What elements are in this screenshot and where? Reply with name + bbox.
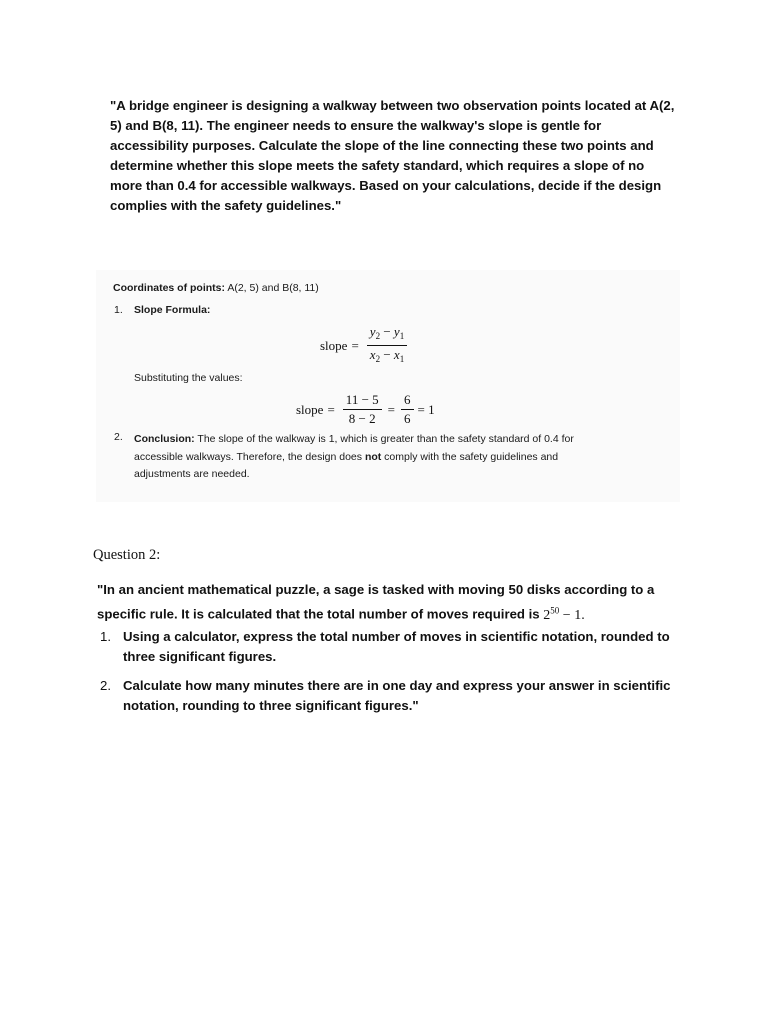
numerator-sub-a: 2 <box>375 331 381 341</box>
numerator-sub-b: 1 <box>399 331 405 341</box>
numerator-operator: − <box>380 324 394 339</box>
list-item <box>97 627 677 667</box>
numerator-var-a: y <box>369 324 376 339</box>
list-item-number: 1. <box>100 629 111 644</box>
power-expression <box>543 605 585 623</box>
power-tail: − 1. <box>559 607 585 623</box>
substituting-text: Substituting the values: <box>134 372 243 384</box>
formula2-equals-1: = <box>327 401 335 417</box>
slope-formula <box>320 325 411 366</box>
question-2-list <box>97 627 677 725</box>
conclusion-text <box>134 431 604 484</box>
conclusion-body-a: The slope of the walkway is 1, which is greater than the safety standard of 0.4 for accessible walkways. Therefore, the design does <box>134 433 574 463</box>
conclusion-label: Conclusion: <box>134 433 195 445</box>
question-2-intro-text: "In an ancient mathematical puzzle, a sage is tasked with moving 50 disks according to a specific rule. It is calculated that the total number of moves required is <box>97 582 655 622</box>
formula-lhs: slope <box>320 337 348 353</box>
list-item-text: Using a calculator, express the total number of moves in scientific notation, rounded to three significant figures. <box>123 629 670 664</box>
denominator-var-b: x <box>393 347 400 362</box>
formula2-fraction-2 <box>401 393 414 426</box>
formula2-fraction-1 <box>343 393 382 426</box>
formula2-denominator-1: 8 − 2 <box>348 411 376 426</box>
coordinates-line <box>113 282 319 294</box>
solution-panel <box>96 270 680 502</box>
formula2-denominator-2: 6 <box>404 411 411 426</box>
formula2-numerator-2: 6 <box>401 393 414 410</box>
formula2-result: = 1 <box>417 401 435 417</box>
question-2-intro <box>97 580 677 626</box>
power-exponent: 50 <box>550 605 560 615</box>
conclusion-emphasis: not <box>364 450 382 463</box>
conclusion-body-b: comply with the safety guidelines and adjustments are needed. <box>134 450 559 480</box>
denominator-operator: − <box>380 347 394 362</box>
denominator-sub-b: 1 <box>399 354 405 364</box>
step-1-number: 1. <box>114 304 123 316</box>
coordinates-label: Coordinates of points: <box>113 282 225 294</box>
denominator-var-a: x <box>369 347 376 362</box>
list-item-number: 2. <box>100 678 111 693</box>
power-base: 2 <box>543 607 551 623</box>
formula-fraction <box>367 325 407 366</box>
list-item <box>97 676 677 716</box>
formula-equals: = <box>351 337 359 353</box>
formula2-numerator-1: 11 − 5 <box>343 393 382 410</box>
step-1-label: Slope Formula: <box>134 304 211 316</box>
formula-denominator <box>367 346 407 366</box>
step-2-number: 2. <box>114 431 123 443</box>
coordinates-value: A(2, 5) and B(8, 11) <box>225 282 319 294</box>
denominator-sub-a: 2 <box>375 354 381 364</box>
question-1-text: "A bridge engineer is designing a walkway between two observation points located at A(2, 5) and B(8, 11). The engineer needs to ensure the walkway's slope is gentle for accessibility purposes. Calculate the slope of the line connecting these two points and determine whether this slope meets the safety standard, which requires a slope of no more than 0.4 for accessible walkways. Based on your calculations, decide if the design complies with the safety guidelines." <box>110 98 675 213</box>
formula2-equals-2: = <box>387 401 395 417</box>
formula-numerator <box>367 325 407 346</box>
substituted-formula <box>296 393 435 426</box>
numerator-var-b: y <box>393 324 400 339</box>
question-2-heading: Question 2: <box>93 547 161 563</box>
formula2-lhs: slope <box>296 401 324 417</box>
list-item-text: Calculate how many minutes there are in one day and express your answer in scientific notation, rounding to three significant figures." <box>123 678 671 713</box>
